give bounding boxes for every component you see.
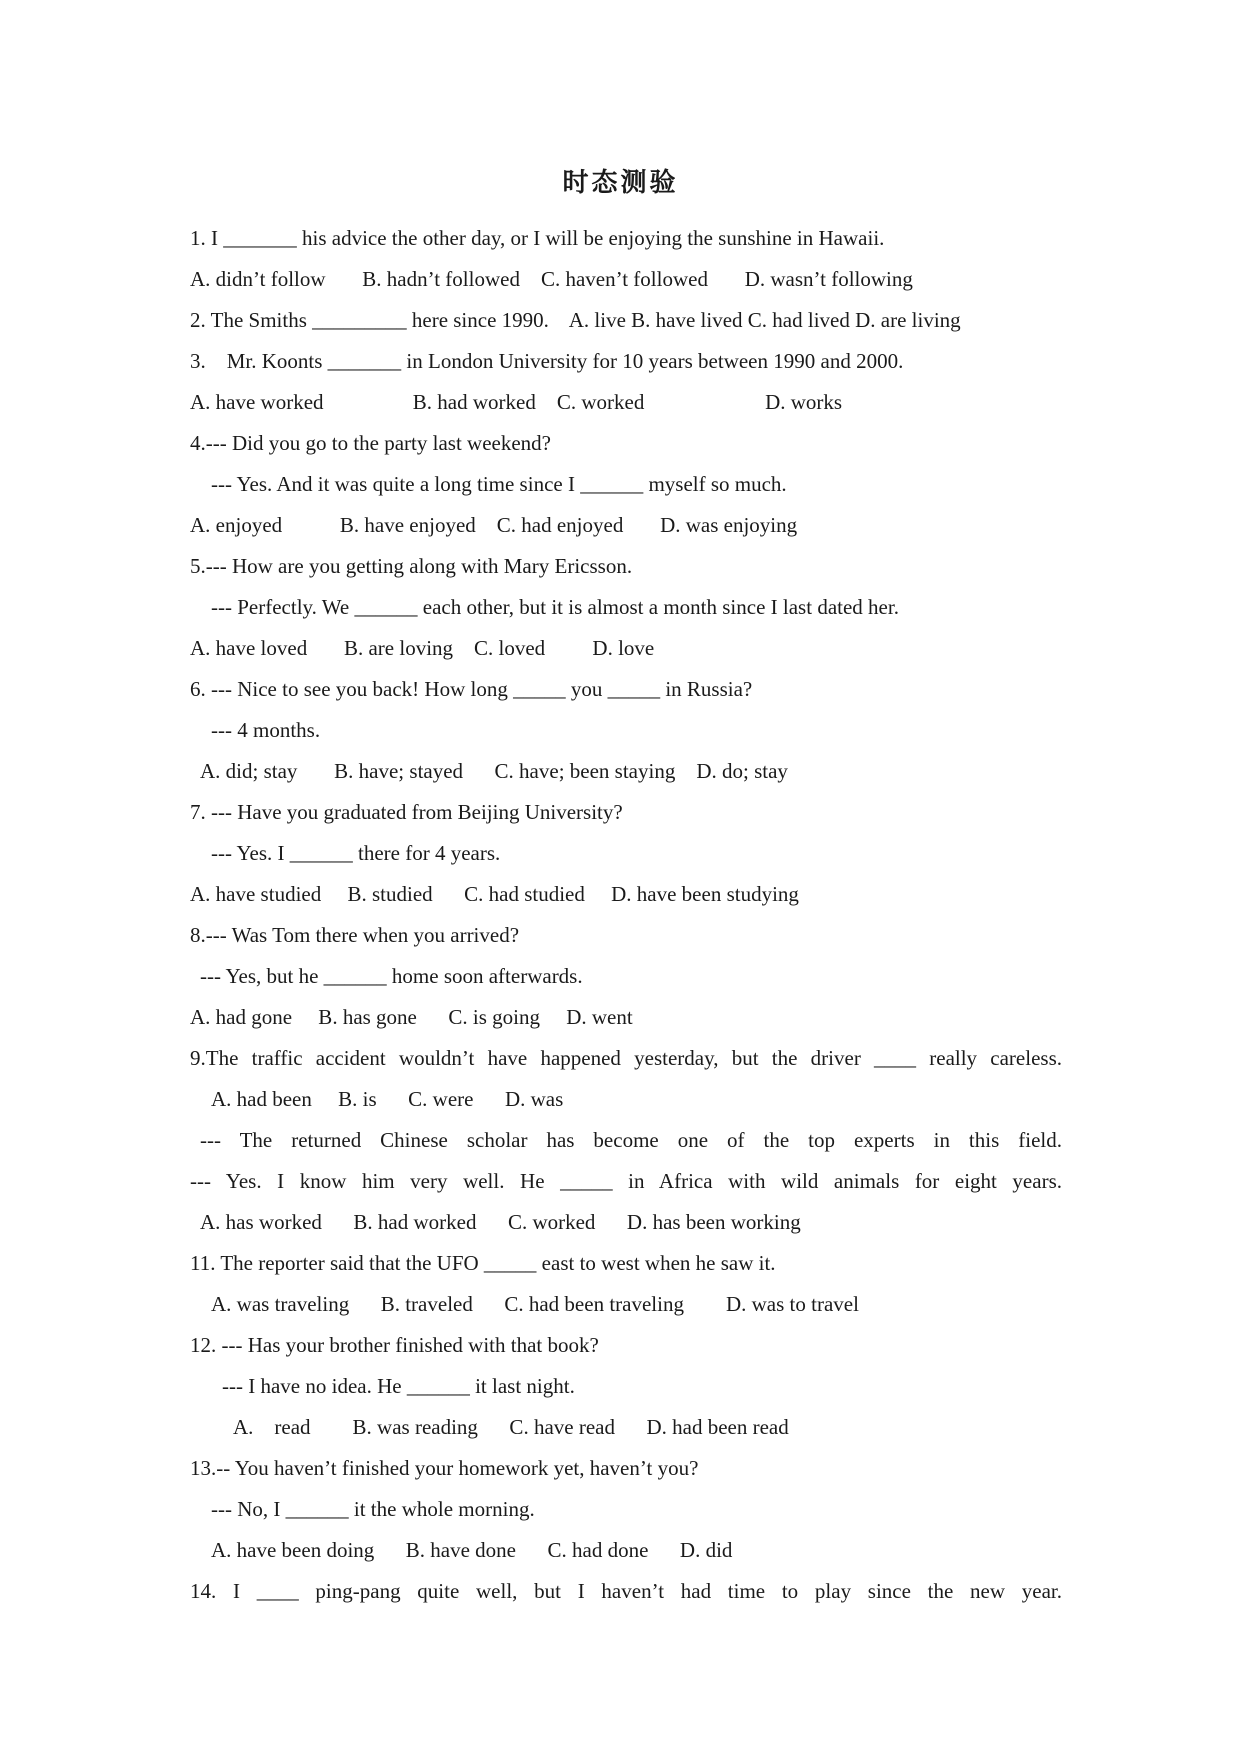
question-10-stem: --- The returned Chinese scholar has become one of the top experts in this field. xyxy=(200,1128,1062,1152)
question-2: 2. The Smiths _________ here since 1990. A. live B. have lived C. had lived D. are living xyxy=(190,308,961,332)
question-8-reply: --- Yes, but he ______ home soon afterwards. xyxy=(200,964,583,988)
question-9-stem: 9.The traffic accident wouldn’t have happened yesterday, but the driver ____ really careless. xyxy=(190,1046,1062,1070)
question-14-stem: 14. I ____ ping-pang quite well, but I haven’t had time to play since the new year. xyxy=(190,1579,1062,1603)
page-title: 时态测验 xyxy=(562,168,679,198)
question-11-stem: 11. The reporter said that the UFO _____ east to west when he saw it. xyxy=(190,1251,776,1275)
question-8-options: A. had gone B. has gone C. is going D. went xyxy=(190,1005,633,1029)
question-13-options: A. have been doing B. have done C. had done D. did xyxy=(211,1538,733,1562)
question-9-options: A. had been B. is C. were D. was xyxy=(211,1087,564,1111)
question-6-reply: --- 4 months. xyxy=(211,718,321,742)
question-4-reply: --- Yes. And it was quite a long time since I ______ myself so much. xyxy=(211,472,787,496)
question-7-reply: --- Yes. I ______ there for 4 years. xyxy=(211,841,501,865)
question-1-options: A. didn’t follow B. hadn’t followed C. haven’t followed D. wasn’t following xyxy=(190,267,913,291)
question-list xyxy=(190,218,1062,1612)
question-10-options: A. has worked B. had worked C. worked D. has been working xyxy=(200,1210,801,1234)
question-12-stem: 12. --- Has your brother finished with that book? xyxy=(190,1333,599,1357)
question-3-options: A. have worked B. had worked C. worked D. works xyxy=(190,390,843,414)
question-7-stem: 7. --- Have you graduated from Beijing University? xyxy=(190,800,623,824)
question-11-options: A. was traveling B. traveled C. had been traveling D. was to travel xyxy=(211,1292,859,1316)
question-5-options: A. have loved B. are loving C. loved D. love xyxy=(190,636,655,660)
question-13-stem: 13.-- You haven’t finished your homework yet, haven’t you? xyxy=(190,1456,699,1480)
question-5-stem: 5.--- How are you getting along with Mary Ericsson. xyxy=(190,554,633,578)
question-4-options: A. enjoyed B. have enjoyed C. had enjoyed D. was enjoying xyxy=(190,513,798,537)
question-4-stem: 4.--- Did you go to the party last weekend? xyxy=(190,431,551,455)
question-12-options: A. read B. was reading C. have read D. had been read xyxy=(233,1415,789,1439)
question-1-stem: 1. I _______ his advice the other day, or I will be enjoying the sunshine in Hawaii. xyxy=(190,226,885,250)
question-3-stem: 3. Mr. Koonts _______ in London University for 10 years between 1990 and 2000. xyxy=(190,349,904,373)
question-6-stem: 6. --- Nice to see you back! How long _____ you _____ in Russia? xyxy=(190,677,753,701)
question-10-reply: --- Yes. I know him very well. He _____ in Africa with wild animals for eight years. xyxy=(190,1169,1062,1193)
question-13-reply: --- No, I ______ it the whole morning. xyxy=(211,1497,535,1521)
question-5-reply: --- Perfectly. We ______ each other, but it is almost a month since I last dated her. xyxy=(211,595,899,619)
question-12-reply: --- I have no idea. He ______ it last night. xyxy=(222,1374,575,1398)
question-8-stem: 8.--- Was Tom there when you arrived? xyxy=(190,923,520,947)
question-7-options: A. have studied B. studied C. had studied D. have been studying xyxy=(190,882,799,906)
question-6-options: A. did; stay B. have; stayed C. have; been staying D. do; stay xyxy=(200,759,788,783)
